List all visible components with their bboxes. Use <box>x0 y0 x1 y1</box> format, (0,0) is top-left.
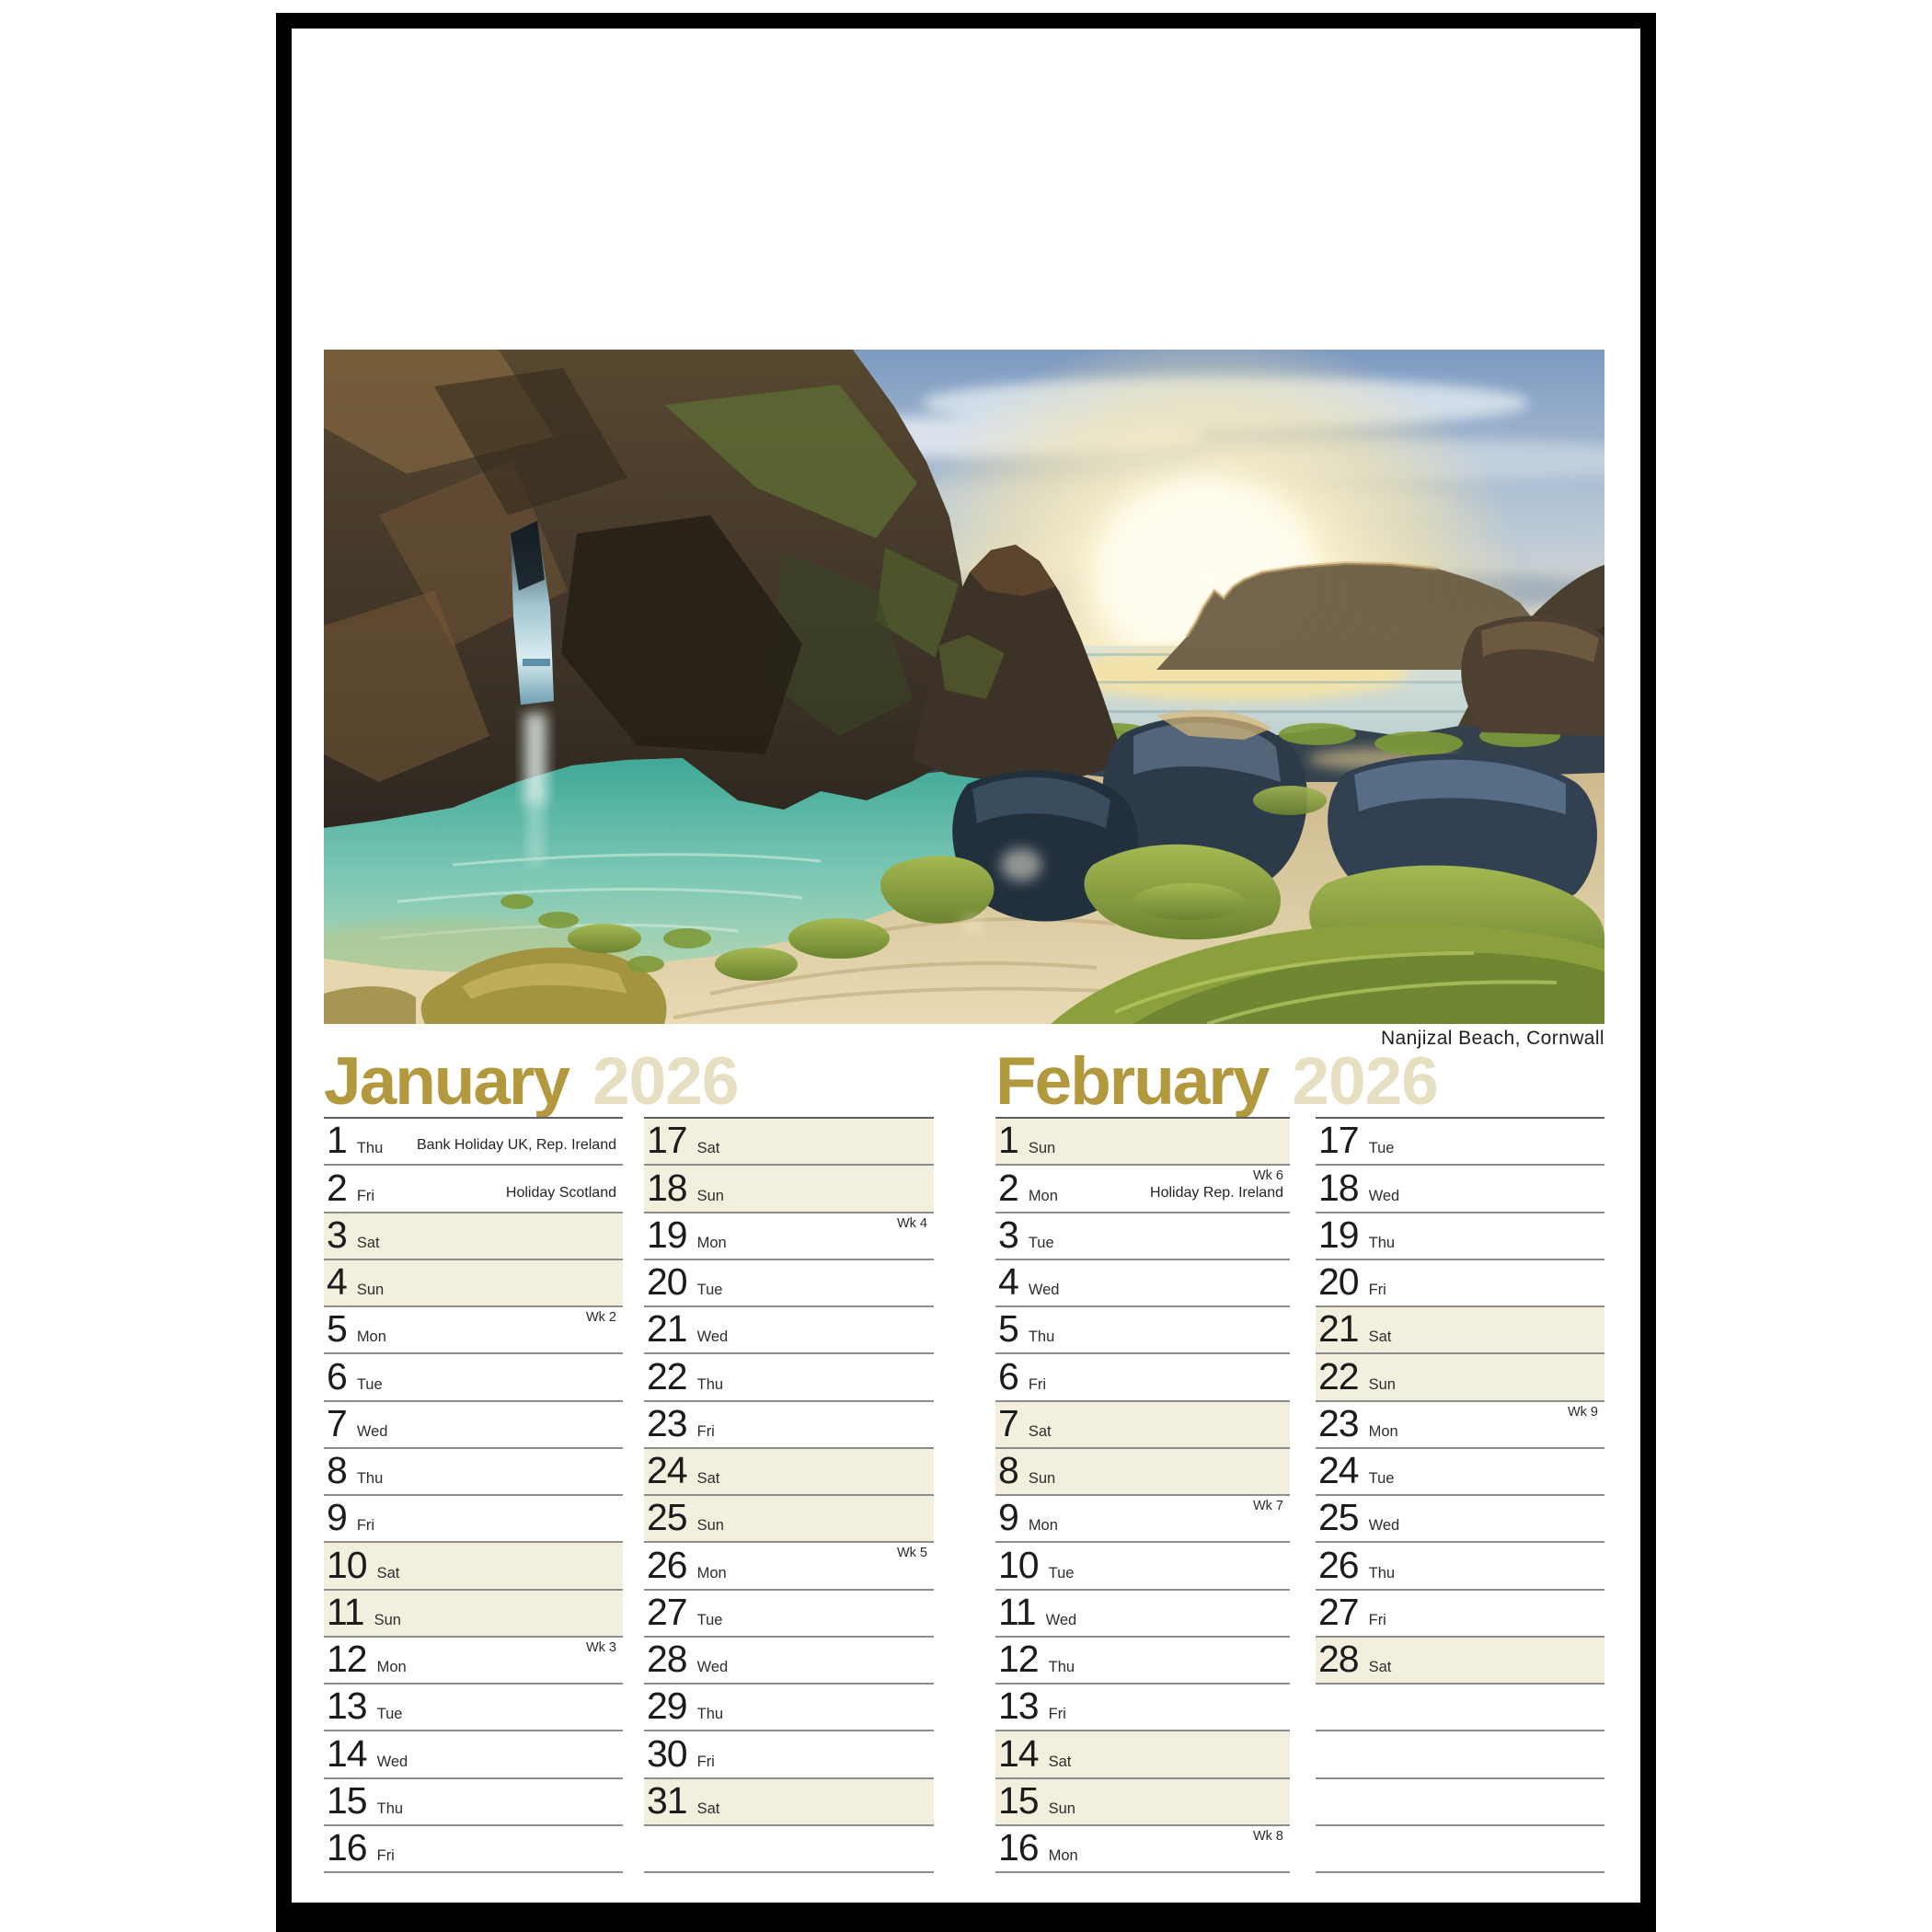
calendar-day-row <box>1316 1543 1604 1590</box>
calendar-day-row <box>995 1119 1290 1166</box>
day-number: 28 <box>647 1638 687 1680</box>
weekday-label: Wed <box>1368 1517 1400 1535</box>
weekday-label: Mon <box>696 1234 727 1251</box>
calendar-day-row <box>995 1260 1290 1307</box>
holiday-note: Holiday Rep. Ireland <box>1150 1184 1283 1201</box>
calendar-day-row <box>324 1826 623 1873</box>
calendar-day-row <box>644 1119 934 1166</box>
year-february: 2026 <box>1292 1044 1438 1119</box>
day-number: 18 <box>647 1166 687 1209</box>
month-name-january: January <box>324 1044 569 1119</box>
calendar-day-row <box>324 1731 623 1778</box>
day-number: 8 <box>327 1449 347 1491</box>
weekday-label: Sat <box>696 1800 720 1817</box>
month-name-february: February <box>995 1044 1269 1119</box>
week-number: Wk 3 <box>585 1639 616 1655</box>
day-number: 21 <box>1318 1307 1359 1351</box>
weekday-label: Thu <box>696 1375 724 1393</box>
calendar-day-row <box>995 1779 1290 1826</box>
weekday-label: Fri <box>696 1753 715 1770</box>
calendar-black-frame <box>276 13 1656 1932</box>
day-number: 8 <box>998 1449 1018 1491</box>
day-number: 13 <box>998 1685 1039 1728</box>
calendar-day-row <box>324 1119 623 1166</box>
calendar-day-row <box>1316 1402 1604 1449</box>
day-number: 24 <box>1318 1449 1359 1491</box>
year-january: 2026 <box>592 1044 739 1119</box>
calendar-day-row <box>1316 1260 1604 1307</box>
calendar-day-row <box>995 1213 1290 1260</box>
weekday-label: Sat <box>1028 1422 1052 1440</box>
weekday-label: Mon <box>1028 1517 1058 1535</box>
calendar-day-row <box>1316 1166 1604 1213</box>
day-number: 1 <box>327 1119 347 1162</box>
weekday-label: Fri <box>376 1847 395 1864</box>
calendar-day-row <box>644 1496 934 1543</box>
day-number: 14 <box>327 1731 367 1775</box>
day-number: 27 <box>1318 1590 1359 1633</box>
holiday-note: Holiday Scotland <box>505 1184 616 1201</box>
weekday-label: Fri <box>1368 1282 1386 1298</box>
weekday-label: Fri <box>1048 1706 1066 1723</box>
calendar-day-row <box>1316 1307 1604 1354</box>
day-number: 13 <box>327 1685 367 1728</box>
calendar-day-row <box>644 1779 934 1826</box>
day-number: 26 <box>1318 1543 1359 1586</box>
calendar-day-row <box>995 1402 1290 1449</box>
calendar-day-row <box>644 1826 934 1873</box>
day-number: 28 <box>1318 1638 1359 1680</box>
weekday-label: Tue <box>1368 1140 1395 1157</box>
calendar-day-row <box>1316 1496 1604 1543</box>
weekday-label: Thu <box>1368 1564 1396 1581</box>
day-number: 18 <box>1318 1166 1359 1209</box>
day-number: 25 <box>1318 1496 1359 1539</box>
calendar-day-row <box>1316 1213 1604 1260</box>
day-number: 19 <box>1318 1213 1359 1256</box>
week-number: Wk 6 <box>1252 1168 1283 1184</box>
calendar-day-row <box>995 1166 1290 1213</box>
calendar-day-row <box>324 1591 623 1638</box>
calendar-day-row <box>995 1826 1290 1873</box>
weekday-label: Fri <box>1028 1375 1047 1393</box>
weekday-label: Wed <box>1368 1187 1400 1204</box>
day-number: 15 <box>998 1778 1039 1822</box>
weekday-label: Tue <box>356 1375 383 1393</box>
weekday-label: Mon <box>1048 1847 1078 1864</box>
day-number: 30 <box>647 1731 687 1775</box>
day-number: 23 <box>647 1401 687 1444</box>
day-number: 16 <box>998 1826 1039 1869</box>
calendar-day-row <box>644 1685 934 1731</box>
calendar-day-row <box>995 1496 1290 1543</box>
weekday-label: Sat <box>696 1470 720 1487</box>
calendar-day-row <box>995 1591 1290 1638</box>
weekday-label: Tue <box>1368 1470 1395 1487</box>
calendar-day-row <box>1316 1638 1604 1685</box>
calendar-day-row <box>1316 1449 1604 1496</box>
weekday-label: Fri <box>356 1187 375 1204</box>
weekday-label: Thu <box>376 1800 404 1817</box>
weekday-label: Sat <box>1368 1659 1392 1675</box>
day-number: 15 <box>327 1778 367 1822</box>
day-number: 17 <box>647 1119 687 1162</box>
day-number: 12 <box>998 1638 1039 1680</box>
calendar-day-row <box>324 1685 623 1731</box>
day-number: 5 <box>327 1307 347 1351</box>
day-number: 7 <box>998 1401 1018 1444</box>
calendar-day-row <box>1316 1731 1604 1778</box>
calendar-day-row <box>324 1166 623 1213</box>
weekday-label: Tue <box>1028 1234 1054 1251</box>
calendar-day-row <box>995 1685 1290 1731</box>
weekday-label: Sat <box>1368 1328 1392 1346</box>
weekday-label: Thu <box>1048 1659 1075 1675</box>
calendar-day-row <box>324 1354 623 1401</box>
calendar-day-row <box>324 1543 623 1590</box>
weekday-label: Sat <box>696 1140 720 1157</box>
weekday-label: Fri <box>356 1517 375 1535</box>
day-number: 6 <box>998 1354 1018 1397</box>
day-number: 11 <box>327 1590 364 1633</box>
calendar-day-row <box>324 1449 623 1496</box>
day-number: 25 <box>647 1496 687 1539</box>
calendar-day-row <box>324 1496 623 1543</box>
calendar-day-row <box>324 1260 623 1307</box>
weekday-label: Tue <box>696 1611 723 1628</box>
day-number: 31 <box>647 1778 687 1822</box>
calendar-day-row <box>644 1591 934 1638</box>
week-number: Wk 2 <box>585 1310 616 1325</box>
calendar-day-row <box>995 1543 1290 1590</box>
calendar-day-row <box>1316 1685 1604 1731</box>
weekday-label: Wed <box>1028 1282 1060 1298</box>
day-number: 7 <box>327 1401 347 1444</box>
day-number: 19 <box>647 1213 687 1256</box>
week-number: Wk 4 <box>896 1215 927 1231</box>
weekday-label: Fri <box>696 1422 715 1440</box>
calendar-day-row <box>324 1213 623 1260</box>
day-number: 22 <box>647 1354 687 1397</box>
weekday-label: Wed <box>376 1753 408 1770</box>
weekday-label: Sat <box>376 1564 400 1581</box>
calendar-day-row <box>644 1307 934 1354</box>
weekday-label: Thu <box>356 1140 384 1157</box>
day-number: 21 <box>647 1307 687 1351</box>
day-number: 2 <box>998 1166 1018 1209</box>
day-number: 29 <box>647 1685 687 1728</box>
weekday-label: Mon <box>356 1328 386 1346</box>
weekday-label: Sat <box>1048 1753 1072 1770</box>
calendar-day-row <box>995 1731 1290 1778</box>
calendar-day-row <box>644 1166 934 1213</box>
weekday-label: Tue <box>696 1282 723 1298</box>
calendar-day-row <box>324 1779 623 1826</box>
weekday-label: Sun <box>1368 1375 1396 1393</box>
january-days-column-1 <box>324 1117 623 1873</box>
calendar-day-row <box>1316 1119 1604 1166</box>
day-number: 26 <box>647 1543 687 1586</box>
weekday-label: Wed <box>696 1659 729 1675</box>
february-days-column-2 <box>1316 1117 1604 1873</box>
week-number: Wk 9 <box>1567 1404 1598 1420</box>
day-number: 4 <box>327 1260 347 1303</box>
calendar-day-row <box>1316 1354 1604 1401</box>
weekday-label: Sat <box>356 1234 380 1251</box>
calendar-day-row <box>1316 1591 1604 1638</box>
day-number: 24 <box>647 1449 687 1491</box>
weekday-label: Sun <box>374 1611 401 1628</box>
day-number: 14 <box>998 1731 1039 1775</box>
calendar-day-row <box>1316 1826 1604 1873</box>
weekday-label: Tue <box>376 1706 403 1723</box>
weekday-label: Sun <box>696 1517 724 1535</box>
day-number: 23 <box>1318 1401 1359 1444</box>
january-days-column-2 <box>644 1117 934 1873</box>
weekday-label: Sun <box>1048 1800 1075 1817</box>
february-days-column-1 <box>995 1117 1290 1873</box>
calendar-day-row <box>324 1402 623 1449</box>
week-number: Wk 7 <box>1252 1499 1283 1513</box>
calendar-page <box>292 29 1640 1903</box>
day-number: 10 <box>998 1543 1039 1586</box>
weekday-label: Mon <box>1028 1187 1058 1204</box>
day-number: 4 <box>998 1260 1018 1303</box>
calendar-day-row <box>644 1402 934 1449</box>
calendar-day-row <box>644 1731 934 1778</box>
calendar-day-row <box>1316 1779 1604 1826</box>
day-number: 1 <box>998 1119 1018 1162</box>
day-number: 27 <box>647 1590 687 1633</box>
calendar-day-row <box>644 1638 934 1685</box>
weekday-label: Thu <box>1368 1234 1396 1251</box>
weekday-label: Wed <box>696 1328 729 1346</box>
weekday-label: Thu <box>696 1706 724 1723</box>
day-number: 2 <box>327 1166 347 1209</box>
weekday-label: Thu <box>1028 1328 1055 1346</box>
day-number: 22 <box>1318 1354 1359 1397</box>
day-number: 10 <box>327 1543 367 1586</box>
january-header <box>324 1044 739 1119</box>
calendar-day-row <box>644 1213 934 1260</box>
beach-photo <box>324 350 1604 1024</box>
weekday-label: Mon <box>376 1659 407 1675</box>
weekday-label: Thu <box>356 1470 384 1487</box>
calendar-day-row <box>995 1307 1290 1354</box>
day-number: 3 <box>327 1213 347 1256</box>
day-number: 5 <box>998 1307 1018 1351</box>
photo-caption: Nanjizal Beach, Cornwall <box>1380 1028 1604 1049</box>
day-number: 20 <box>647 1260 687 1303</box>
calendar-day-row <box>324 1638 623 1685</box>
calendar-day-row <box>995 1354 1290 1401</box>
weekday-label: Fri <box>1368 1611 1386 1628</box>
weekday-label: Wed <box>1045 1611 1077 1628</box>
day-number: 9 <box>327 1496 347 1539</box>
weekday-label: Tue <box>1048 1564 1075 1581</box>
calendar-day-row <box>995 1449 1290 1496</box>
weekday-label: Mon <box>1368 1422 1398 1440</box>
week-number: Wk 8 <box>1252 1828 1283 1844</box>
weekday-label: Wed <box>356 1422 388 1440</box>
calendar-day-row <box>644 1543 934 1590</box>
day-number: 3 <box>998 1213 1018 1256</box>
day-number: 12 <box>327 1638 367 1680</box>
day-number: 20 <box>1318 1260 1359 1303</box>
weekday-label: Sun <box>356 1282 385 1298</box>
calendar-day-row <box>644 1260 934 1307</box>
calendar-day-row <box>644 1354 934 1401</box>
week-number: Wk 5 <box>896 1546 927 1561</box>
calendar-day-row <box>995 1638 1290 1685</box>
weekday-label: Sun <box>1028 1470 1056 1487</box>
calendar-day-row <box>324 1307 623 1354</box>
day-number: 11 <box>998 1590 1036 1633</box>
calendar-day-row <box>644 1449 934 1496</box>
day-number: 6 <box>327 1354 347 1397</box>
holiday-note: Bank Holiday UK, Rep. Ireland <box>417 1137 616 1154</box>
february-header <box>995 1044 1438 1119</box>
day-number: 16 <box>327 1826 367 1869</box>
weekday-label: Sun <box>696 1187 724 1204</box>
day-number: 17 <box>1318 1119 1359 1162</box>
weekday-label: Mon <box>696 1564 727 1581</box>
day-number: 9 <box>998 1496 1018 1539</box>
weekday-label: Sun <box>1028 1140 1056 1157</box>
